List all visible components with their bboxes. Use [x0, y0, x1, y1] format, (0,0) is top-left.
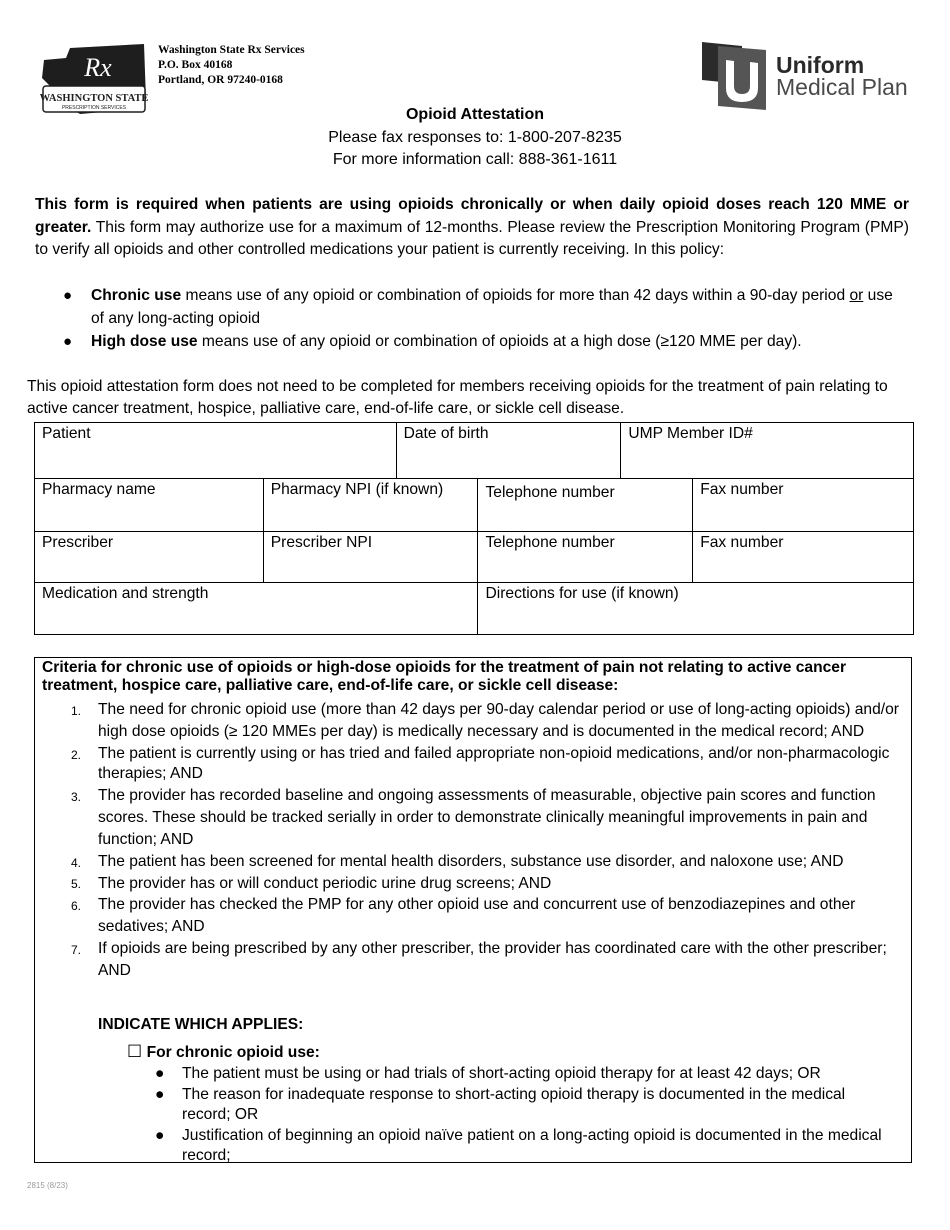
form-header: [0, 104, 950, 172]
chronic-bullet-item: [155, 1085, 895, 1125]
intro-bold: This form is required when patients are using opioids chronically or when daily opioid doses reach 120 MME or greater.: [35, 196, 909, 236]
criteria-text: The provider has or will conduct periodic urine drug screens; AND: [98, 875, 552, 892]
ump-logo-line1: Uniform: [776, 52, 865, 78]
info-line: For more information call: 888-361-1611: [332, 151, 618, 168]
bullet-dot: ●: [63, 287, 73, 304]
pharmacy-fax-label: Fax number: [700, 481, 784, 498]
prescriber-fax-label: Fax number: [700, 534, 784, 551]
ump-logo-line2: Medical Plan: [776, 74, 908, 100]
uniform-medical-plan-logo: [700, 40, 915, 112]
criteria-title: Criteria for chronic use of opioids or high-dose opioids for the treatment of pain not relating to active cancer treatment, hospice care, palliative care, end-of-life care, or sickle cell disease:: [42, 659, 847, 694]
criteria-text: If opioids are being prescribed by any other prescriber, the provider has coordinated care with the other prescriber; AND: [98, 940, 887, 979]
criteria-number: 4.: [71, 856, 82, 870]
prescriber-phone-field[interactable]: [478, 532, 693, 583]
prescriber-npi-label: Prescriber NPI: [270, 534, 373, 551]
definition-text: means use of any opioid or combination of opioids at a high dose (≥120 MME per day).: [197, 333, 802, 350]
indicate-which-applies: INDICATE WHICH APPLIES:: [98, 1016, 304, 1033]
bullet-dot: ●: [155, 1086, 165, 1103]
definition-underlined: or: [849, 287, 864, 304]
medication-label: Medication and strength: [42, 585, 209, 602]
definitions-list: [63, 284, 903, 353]
pharmacy-name-field[interactable]: [35, 479, 264, 532]
seal-subtext: PRESCRIPTION SERVICES: [61, 105, 127, 111]
criteria-box: [34, 657, 912, 1163]
criteria-text: The provider has checked the PMP for any other opioid use and concurrent use of benzodiazepines and other sedatives; AND: [98, 896, 856, 935]
criteria-number: 3.: [71, 790, 82, 804]
definition-item: [63, 284, 903, 330]
criteria-item: [35, 785, 913, 851]
chronic-use-bullets: [155, 1064, 895, 1167]
definition-term: High dose use: [91, 333, 198, 350]
criteria-text: The patient has been screened for mental health disorders, substance use disorder, and naloxone use; AND: [98, 853, 844, 870]
ump-u-mark-icon: [700, 40, 772, 112]
patient-label: Patient: [42, 425, 91, 442]
medication-field[interactable]: [35, 583, 478, 635]
chronic-bullet-item: [155, 1064, 895, 1084]
criteria-item: [35, 873, 913, 894]
address-line-2: P.O. Box 40168: [158, 59, 233, 71]
criteria-item: [35, 894, 913, 938]
directions-label: Directions for use (if known): [485, 585, 679, 602]
chronic-use-option: [127, 1042, 320, 1062]
criteria-number: 2.: [71, 748, 82, 762]
criteria-number: 6.: [71, 899, 82, 913]
pharmacy-npi-field[interactable]: [263, 479, 478, 532]
member-id-label: UMP Member ID#: [628, 425, 753, 442]
member-id-field[interactable]: [621, 423, 914, 479]
criteria-item: [35, 851, 913, 873]
chronic-use-label: For chronic opioid use:: [146, 1044, 320, 1061]
criteria-item: [35, 699, 913, 743]
pharmacy-phone-field[interactable]: [478, 479, 693, 532]
address-line-1: Washington State Rx Services: [158, 44, 305, 56]
intro-paragraph: [35, 194, 909, 262]
member-info-table: [34, 422, 914, 635]
criteria-number: 5.: [71, 877, 82, 891]
criteria-number: 1.: [71, 704, 82, 718]
exemption-note: This opioid attestation form does not need to be completed for members receiving opioids for the treatment of pain relating to active cancer treatment, hospice, palliative care, end-of-life care, or sickle cell disease.: [27, 378, 888, 417]
intro-rest: This form may authorize use for a maximum of 12-months. Please review the Prescription Monitoring Program (PMP) to verify all opioids and other controlled medications your patient is currently receiving. In this policy:: [35, 218, 909, 258]
criteria-number: 7.: [71, 943, 82, 957]
bullet-dot: ●: [155, 1065, 165, 1082]
prescriber-label: Prescriber: [42, 534, 114, 551]
form-code: 2815 (8/23): [27, 1181, 68, 1190]
pharmacy-fax-field[interactable]: [693, 479, 914, 532]
prescriber-phone-label: Telephone number: [485, 534, 615, 551]
chronic-bullet-text: Justification of beginning an opioid naïve patient on a long-acting opioid is documented in the medical record;: [182, 1127, 882, 1164]
prescriber-field[interactable]: [35, 532, 264, 583]
prescriber-fax-field[interactable]: [693, 532, 914, 583]
dob-label: Date of birth: [403, 425, 489, 442]
chronic-bullet-text: The patient must be using or had trials of short-acting opioid therapy for at least 42 days; OR: [182, 1065, 821, 1082]
bullet-dot: ●: [155, 1127, 165, 1144]
criteria-text: The patient is currently using or has tried and failed appropriate non-opioid medications, and/or non-pharmacologic therapies; AND: [98, 745, 890, 782]
criteria-list: [35, 699, 913, 982]
fax-line: Please fax responses to: 1-800-207-8235: [328, 128, 622, 146]
bullet-dot: ●: [63, 333, 73, 350]
date-of-birth-field[interactable]: [396, 423, 621, 479]
form-title: Opioid Attestation: [405, 106, 545, 123]
pharmacy-npi-label: Pharmacy NPI (if known): [270, 481, 444, 498]
pharmacy-phone-label: Telephone number: [485, 484, 615, 501]
seal-text: WASHINGTON STATE: [40, 93, 148, 104]
criteria-item: [35, 938, 913, 982]
mailing-address: [158, 43, 305, 88]
pharmacy-name-label: Pharmacy name: [42, 481, 156, 498]
directions-field[interactable]: [478, 583, 914, 635]
criteria-text: The need for chronic opioid use (more than 42 days per 90-day calendar period or use of long-acting opioids) and/or high dose opioids (≥ 120 MMEs per day) is medically necessary and is documented in the medical record; AND: [98, 701, 899, 740]
chronic-bullet-item: [155, 1126, 895, 1166]
criteria-text: The provider has recorded baseline and ongoing assessments of measurable, objective pain scores and function scores. These should be tracked serially in order to demonstrate clinically meaningful improvements in pain and function; AND: [98, 787, 876, 848]
criteria-item: [35, 744, 913, 784]
chronic-use-checkbox[interactable]: ☐: [127, 1042, 143, 1061]
definition-item: [63, 330, 903, 353]
prescriber-npi-field[interactable]: [263, 532, 478, 583]
address-line-3: Portland, OR 97240-0168: [158, 74, 283, 86]
patient-field[interactable]: [35, 423, 397, 479]
chronic-bullet-text: The reason for inadequate response to short-acting opioid therapy is documented in the medical record; OR: [182, 1086, 846, 1123]
definition-text: means use of any opioid or combination of opioids for more than 42 days within a 90-day period: [181, 287, 850, 304]
rx-monogram: Rx: [84, 53, 112, 82]
definition-term: Chronic use: [91, 287, 182, 304]
definition-text-end: use of any long-acting opioid: [91, 287, 893, 327]
